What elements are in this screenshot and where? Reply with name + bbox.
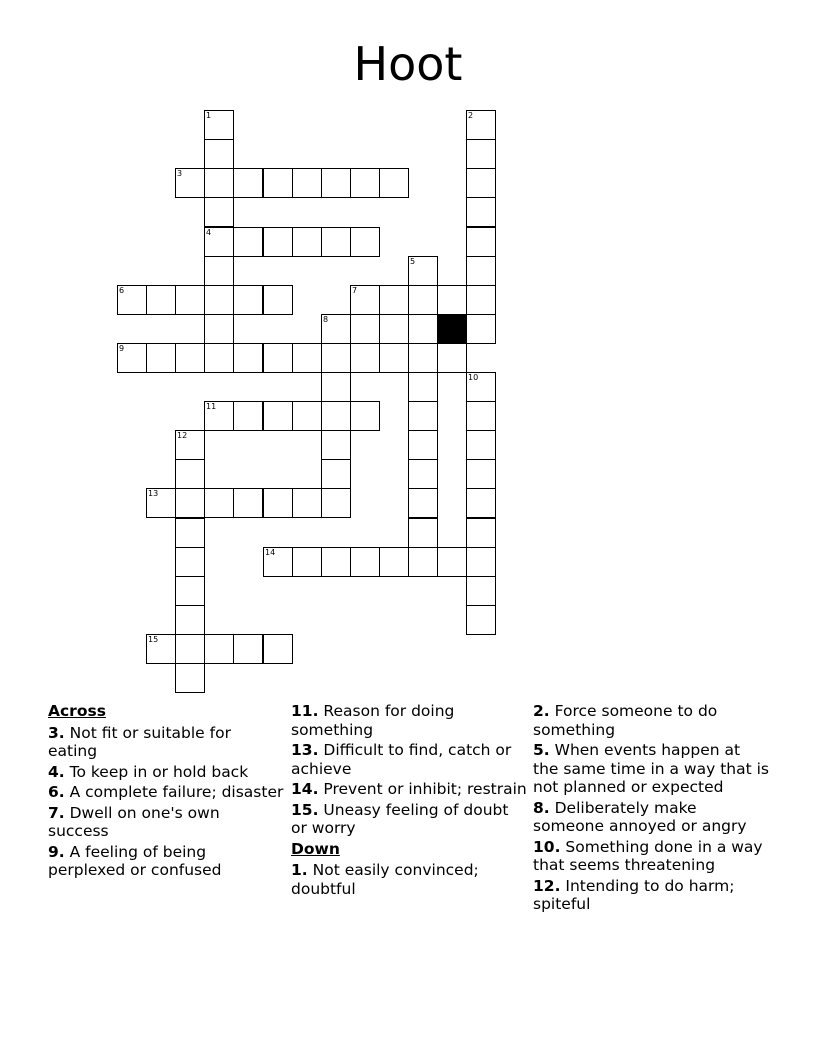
clue-number: 2 bbox=[468, 111, 474, 120]
grid-cell[interactable] bbox=[321, 372, 351, 402]
grid-cell[interactable] bbox=[263, 634, 293, 664]
clue-number: 12 bbox=[177, 431, 188, 440]
grid-cell[interactable] bbox=[466, 605, 496, 635]
clue-across: 4. To keep in or hold back bbox=[48, 762, 249, 781]
grid-cell[interactable] bbox=[263, 227, 293, 257]
grid-cell[interactable] bbox=[321, 401, 351, 431]
clue-number: 11 bbox=[206, 402, 217, 411]
grid-cell[interactable] bbox=[466, 547, 496, 577]
grid-cell[interactable] bbox=[204, 256, 234, 286]
grid-cell[interactable] bbox=[466, 314, 496, 344]
grid-cell[interactable] bbox=[175, 605, 205, 635]
grid-cell[interactable] bbox=[408, 256, 438, 286]
grid-cell[interactable] bbox=[175, 168, 205, 198]
clues-column-3 bbox=[533, 702, 769, 916]
clue-number: 1 bbox=[206, 111, 212, 120]
grid-cell[interactable] bbox=[292, 343, 322, 373]
grid-cell[interactable] bbox=[263, 168, 293, 198]
grid-cell[interactable] bbox=[146, 634, 176, 664]
grid-cell[interactable] bbox=[175, 576, 205, 606]
grid-cell[interactable] bbox=[204, 634, 234, 664]
grid-cell[interactable] bbox=[292, 401, 322, 431]
grid-cell[interactable] bbox=[379, 343, 409, 373]
grid-cell[interactable] bbox=[437, 285, 467, 315]
clue-down: 2. Force someone to do something bbox=[533, 702, 718, 739]
grid-cell[interactable] bbox=[321, 227, 351, 257]
grid-cell[interactable] bbox=[408, 372, 438, 402]
grid-cell[interactable] bbox=[350, 168, 380, 198]
grid-cell[interactable] bbox=[204, 227, 234, 257]
grid-cell[interactable] bbox=[175, 488, 205, 518]
grid-cell[interactable] bbox=[466, 488, 496, 518]
grid-cell[interactable] bbox=[175, 459, 205, 489]
grid-cell[interactable] bbox=[350, 314, 380, 344]
grid-cell[interactable] bbox=[466, 110, 496, 140]
grid-cell[interactable] bbox=[466, 518, 496, 548]
grid-cell[interactable] bbox=[321, 343, 351, 373]
grid-cell[interactable] bbox=[321, 430, 351, 460]
grid-cell[interactable] bbox=[408, 459, 438, 489]
grid-cell[interactable] bbox=[466, 168, 496, 198]
clue-across: 14. Prevent or inhibit; restrain bbox=[291, 780, 527, 798]
grid-cell[interactable] bbox=[350, 343, 380, 373]
grid-cell[interactable] bbox=[263, 401, 293, 431]
grid-cell[interactable] bbox=[263, 343, 293, 373]
grid-cell[interactable] bbox=[204, 401, 234, 431]
grid-cell[interactable] bbox=[466, 256, 496, 286]
grid-cell[interactable] bbox=[350, 285, 380, 315]
grid-cell[interactable] bbox=[292, 227, 322, 257]
grid-cell[interactable] bbox=[175, 663, 205, 693]
grid-cell[interactable] bbox=[204, 343, 234, 373]
grid-cell[interactable] bbox=[146, 488, 176, 518]
clue-down: 5. When events happen at the same time in a way that is not planned or expected bbox=[533, 741, 769, 796]
grid-cell[interactable] bbox=[350, 227, 380, 257]
grid-black-cell bbox=[437, 314, 467, 344]
grid-cell[interactable] bbox=[321, 547, 351, 577]
grid-cell[interactable] bbox=[437, 547, 467, 577]
grid-cell[interactable] bbox=[466, 285, 496, 315]
clue-across: 6. A complete failure; disaster bbox=[48, 783, 284, 801]
clue-down: 10. Something done in a way that seems threatening bbox=[533, 837, 763, 874]
grid-cell[interactable] bbox=[379, 168, 409, 198]
clue-across: 15. Uneasy feeling of doubt or worry bbox=[291, 800, 509, 837]
grid-cell[interactable] bbox=[175, 518, 205, 548]
grid-cell[interactable] bbox=[146, 343, 176, 373]
grid-cell[interactable] bbox=[117, 343, 147, 373]
grid-cell[interactable] bbox=[408, 343, 438, 373]
clue-down: 12. Intending to do harm; spiteful bbox=[533, 876, 735, 913]
down-heading: Down bbox=[291, 839, 340, 858]
clue-number: 15 bbox=[148, 635, 159, 644]
grid-cell[interactable] bbox=[466, 401, 496, 431]
grid-cell[interactable] bbox=[233, 343, 263, 373]
clues-column-1 bbox=[48, 702, 284, 882]
grid-cell[interactable] bbox=[379, 285, 409, 315]
grid-cell[interactable] bbox=[350, 401, 380, 431]
grid-cell[interactable] bbox=[379, 547, 409, 577]
puzzle-title: Hoot bbox=[353, 37, 463, 91]
grid-cell[interactable] bbox=[233, 168, 263, 198]
grid-cell[interactable] bbox=[175, 634, 205, 664]
grid-cell[interactable] bbox=[204, 197, 234, 227]
clue-number: 8 bbox=[323, 315, 329, 324]
grid-cell[interactable] bbox=[204, 314, 234, 344]
grid-cell[interactable] bbox=[204, 139, 234, 169]
grid-cell[interactable] bbox=[466, 576, 496, 606]
clue-number: 14 bbox=[265, 548, 276, 557]
grid-cell[interactable] bbox=[408, 401, 438, 431]
grid-cell[interactable] bbox=[408, 488, 438, 518]
clue-across: 13. Difficult to find, catch or achieve bbox=[291, 741, 512, 778]
grid-cell[interactable] bbox=[117, 285, 147, 315]
grid-cell[interactable] bbox=[292, 168, 322, 198]
grid-cell[interactable] bbox=[408, 430, 438, 460]
grid-cell[interactable] bbox=[146, 285, 176, 315]
grid-cell[interactable] bbox=[350, 547, 380, 577]
grid-cell[interactable] bbox=[204, 168, 234, 198]
clue-number: 4 bbox=[206, 228, 212, 237]
clues-column-2 bbox=[291, 702, 527, 900]
grid-cell[interactable] bbox=[233, 488, 263, 518]
grid-cell[interactable] bbox=[175, 547, 205, 577]
grid-cell[interactable] bbox=[408, 518, 438, 548]
grid-cell[interactable] bbox=[466, 372, 496, 402]
grid-cell[interactable] bbox=[263, 547, 293, 577]
grid-cell[interactable] bbox=[466, 139, 496, 169]
grid-cell[interactable] bbox=[263, 285, 293, 315]
grid-cell[interactable] bbox=[437, 343, 467, 373]
clue-across: 9. A feeling of being perplexed or confused bbox=[48, 842, 222, 879]
grid-cell[interactable] bbox=[408, 314, 438, 344]
grid-cell[interactable] bbox=[175, 285, 205, 315]
clue-number: 7 bbox=[352, 286, 358, 295]
grid-cell[interactable] bbox=[466, 197, 496, 227]
grid-cell[interactable] bbox=[292, 547, 322, 577]
clue-number: 9 bbox=[119, 344, 125, 353]
grid-cell[interactable] bbox=[466, 227, 496, 257]
clue-down: 1. Not easily convinced; doubtful bbox=[291, 861, 479, 898]
grid-cell[interactable] bbox=[379, 314, 409, 344]
grid-cell[interactable] bbox=[321, 488, 351, 518]
grid-cell[interactable] bbox=[204, 285, 234, 315]
grid-cell[interactable] bbox=[233, 634, 263, 664]
grid-cell[interactable] bbox=[175, 430, 205, 460]
grid-cell[interactable] bbox=[408, 285, 438, 315]
grid-cell[interactable] bbox=[233, 285, 263, 315]
grid-cell[interactable] bbox=[233, 401, 263, 431]
grid-cell[interactable] bbox=[263, 488, 293, 518]
grid-cell[interactable] bbox=[204, 110, 234, 140]
grid-cell[interactable] bbox=[175, 343, 205, 373]
grid-cell[interactable] bbox=[321, 314, 351, 344]
clue-number: 3 bbox=[177, 169, 183, 178]
clue-down: 8. Deliberately make someone annoyed or angry bbox=[533, 798, 747, 835]
grid-cell[interactable] bbox=[466, 430, 496, 460]
grid-cell[interactable] bbox=[233, 227, 263, 257]
clue-number: 5 bbox=[410, 257, 416, 266]
clue-number: 13 bbox=[148, 489, 159, 498]
grid-cell[interactable] bbox=[292, 488, 322, 518]
clue-number: 10 bbox=[468, 373, 479, 382]
grid-cell[interactable] bbox=[204, 488, 234, 518]
clue-number: 6 bbox=[119, 286, 125, 295]
grid-cell[interactable] bbox=[408, 547, 438, 577]
clue-across: 11. Reason for doing something bbox=[291, 702, 455, 739]
across-heading: Across bbox=[48, 702, 106, 720]
grid-cell[interactable] bbox=[466, 459, 496, 489]
grid-cell[interactable] bbox=[321, 459, 351, 489]
grid-cell[interactable] bbox=[321, 168, 351, 198]
clue-across: 3. Not fit or suitable for eating bbox=[48, 723, 231, 760]
clue-across: 7. Dwell on one's own success bbox=[48, 803, 220, 840]
